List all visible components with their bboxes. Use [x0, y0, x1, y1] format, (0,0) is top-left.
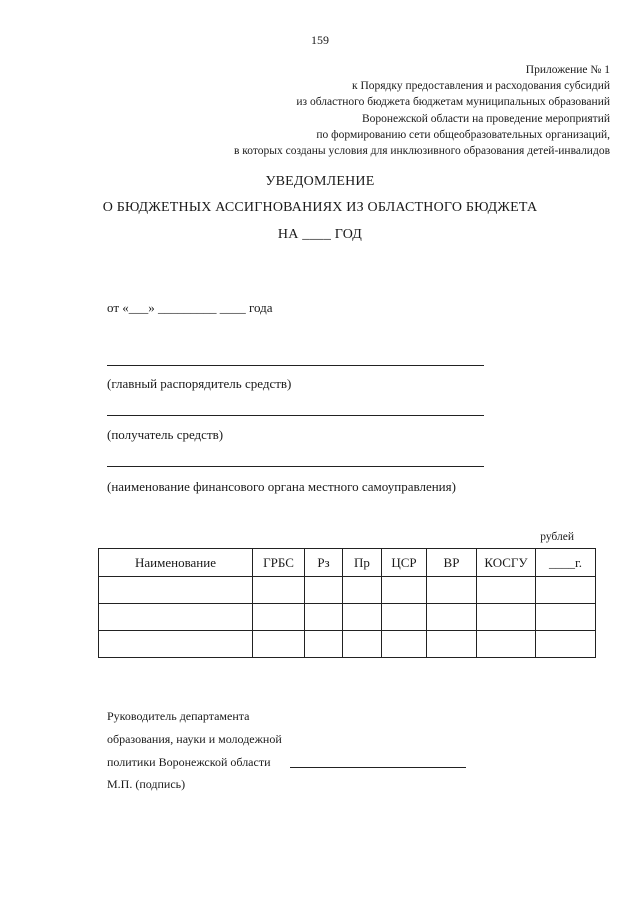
table-cell	[477, 604, 536, 631]
column-header-vr: ВР	[427, 549, 477, 577]
table-cell	[536, 631, 596, 658]
table-cell	[305, 631, 343, 658]
column-header-csr: ЦСР	[382, 549, 427, 577]
table-cell	[536, 604, 596, 631]
table-cell	[382, 631, 427, 658]
signatory-title-line: образования, науки и молодежной	[107, 732, 282, 746]
appendix-note	[234, 62, 610, 159]
signatory-title-line: Руководитель департамента	[107, 709, 250, 723]
table-cell	[343, 577, 382, 604]
table-cell	[477, 577, 536, 604]
appendix-line: Приложение № 1	[525, 64, 610, 76]
appendix-line: из областного бюджета бюджетам муниципальных образований	[296, 96, 610, 109]
column-header-kosgu: КОСГУ	[477, 549, 536, 577]
table-cell	[99, 604, 253, 631]
signature-fill-line	[290, 767, 466, 768]
table-row	[99, 577, 596, 604]
column-header-rz: Рз	[305, 549, 343, 577]
page-number: 159	[311, 33, 329, 47]
table-row	[99, 604, 596, 631]
table-row	[99, 631, 596, 658]
document-subtitle: О БЮДЖЕТНЫХ АССИГНОВАНИЯХ ИЗ ОБЛАСТНОГО БЮДЖЕТА	[102, 200, 538, 215]
finance-body-fill-line	[107, 466, 484, 467]
column-header-grbs: ГРБС	[253, 549, 305, 577]
date-line: от «___» _________ ____ года	[107, 300, 273, 315]
table-cell	[253, 604, 305, 631]
table-cell	[305, 577, 343, 604]
document-year-line: НА ____ ГОД	[277, 227, 363, 242]
table-cell	[343, 631, 382, 658]
units-label: рублей	[540, 531, 574, 543]
table-cell	[427, 577, 477, 604]
recipient-fill-line	[107, 415, 484, 416]
document-title: УВЕДОМЛЕНИЕ	[265, 174, 375, 189]
appendix-line: Воронежской области на проведение мероприятий	[361, 112, 610, 125]
recipient-label: (получатель средств)	[107, 427, 224, 442]
main-manager-fill-line	[107, 365, 484, 366]
stamp-signature-label: М.П. (подпись)	[107, 777, 186, 791]
table-header-row	[99, 549, 596, 577]
table-cell	[427, 604, 477, 631]
appendix-line: по формированию сети общеобразовательных организаций,	[316, 128, 610, 141]
table-cell	[343, 604, 382, 631]
column-header-name: Наименование	[99, 549, 253, 577]
table-cell	[99, 631, 253, 658]
finance-body-label: (наименование финансового органа местного самоуправления)	[107, 479, 456, 494]
table-cell	[477, 631, 536, 658]
table-cell	[382, 577, 427, 604]
appendix-line: в которых созданы условия для инклюзивного образования детей-инвалидов	[233, 145, 610, 158]
main-manager-label: (главный распорядитель средств)	[107, 376, 292, 391]
table-cell	[253, 631, 305, 658]
table-cell	[305, 604, 343, 631]
budget-table	[98, 548, 596, 658]
table-cell	[536, 577, 596, 604]
table-cell	[99, 577, 253, 604]
table-cell	[382, 604, 427, 631]
table-cell	[253, 577, 305, 604]
column-header-pr: Пр	[343, 549, 382, 577]
column-header-year: ____г.	[536, 549, 596, 577]
table-cell	[427, 631, 477, 658]
appendix-line: к Порядку предоставления и расходования субсидий	[351, 80, 610, 93]
signatory-title-line: политики Воронежской области	[107, 755, 271, 769]
